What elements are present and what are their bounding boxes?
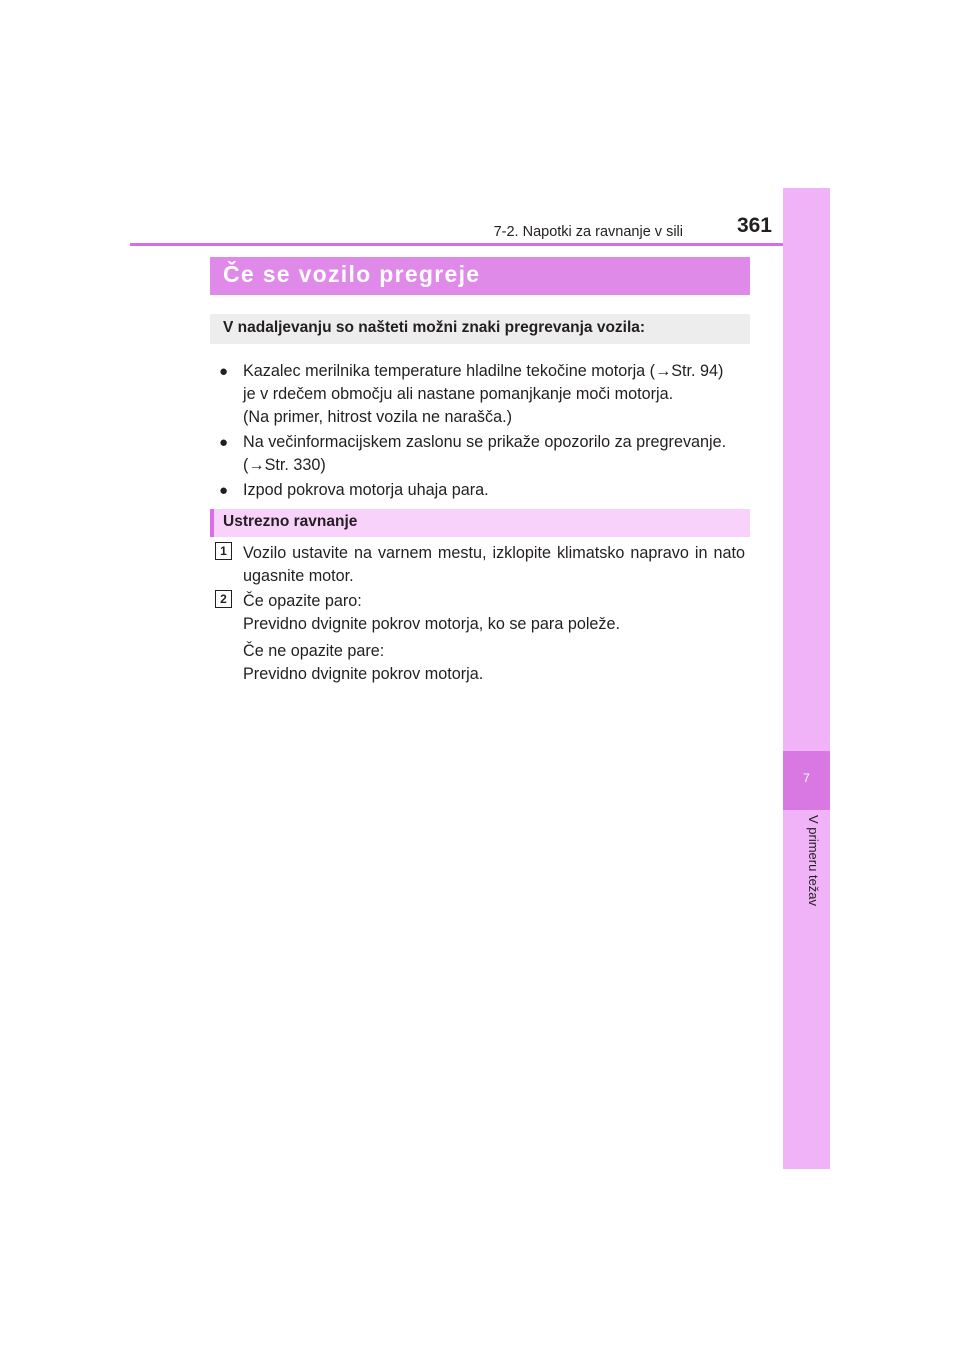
subsection-bar: [210, 509, 750, 537]
bullet-icon: ●: [219, 434, 229, 451]
symptom-list: [219, 360, 749, 504]
list-item-line: je v rdečem območju ali nastane pomanjkanje moči motorja.: [243, 385, 674, 403]
bullet-icon: ●: [219, 482, 229, 499]
step-line: Previdno dvignite pokrov motorja, ko se para poleže.: [243, 615, 621, 633]
list-item: [219, 479, 749, 502]
list-item-line: Na večinformacijskem zaslonu se prikaže opozorilo za pregrevanje.: [243, 433, 727, 451]
chapter-number: 7: [803, 771, 810, 785]
chapter-title: V primeru težav: [806, 815, 821, 907]
step-text-1: Vozilo ustavite na varnem mestu, izklopite klimatsko napravo in nato ugasnite motor.: [243, 544, 745, 585]
list-item: [219, 360, 749, 429]
step-line: Če ne opazite pare:: [243, 642, 385, 660]
title-bar: [210, 257, 750, 295]
page-title: Če se vozilo pregreje: [223, 261, 481, 287]
bullet-icon: ●: [219, 363, 229, 380]
info-box: [210, 314, 750, 344]
step-text-2: [243, 590, 745, 686]
list-item-line: Kazalec merilnika temperature hladilne tekočine motorja (→Str. 94): [243, 362, 724, 380]
page-number: 361: [736, 214, 772, 237]
subsection-title: Ustrezno ravnanje: [223, 513, 358, 530]
list-item: [219, 431, 749, 477]
list-item-line: Izpod pokrova motorja uhaja para.: [243, 481, 489, 499]
step-line: Previdno dvignite pokrov motorja.: [243, 665, 484, 683]
info-text: V nadaljevanju so našteti možni znaki pregrevanja vozila:: [223, 319, 646, 336]
chapter-side-tab: [783, 188, 830, 1169]
chapter-number-box: [783, 751, 830, 810]
list-item-line: (Na primer, hitrost vozila ne narašča.): [243, 408, 512, 426]
step-line: Če opazite paro:: [243, 592, 362, 610]
step-number-1: 1: [215, 542, 232, 560]
step-number-2: 2: [215, 590, 232, 608]
header-rule: [130, 243, 830, 246]
list-item-line: (→Str. 330): [243, 456, 326, 474]
section-label: 7-2. Napotki za ravnanje v sili: [493, 224, 683, 240]
